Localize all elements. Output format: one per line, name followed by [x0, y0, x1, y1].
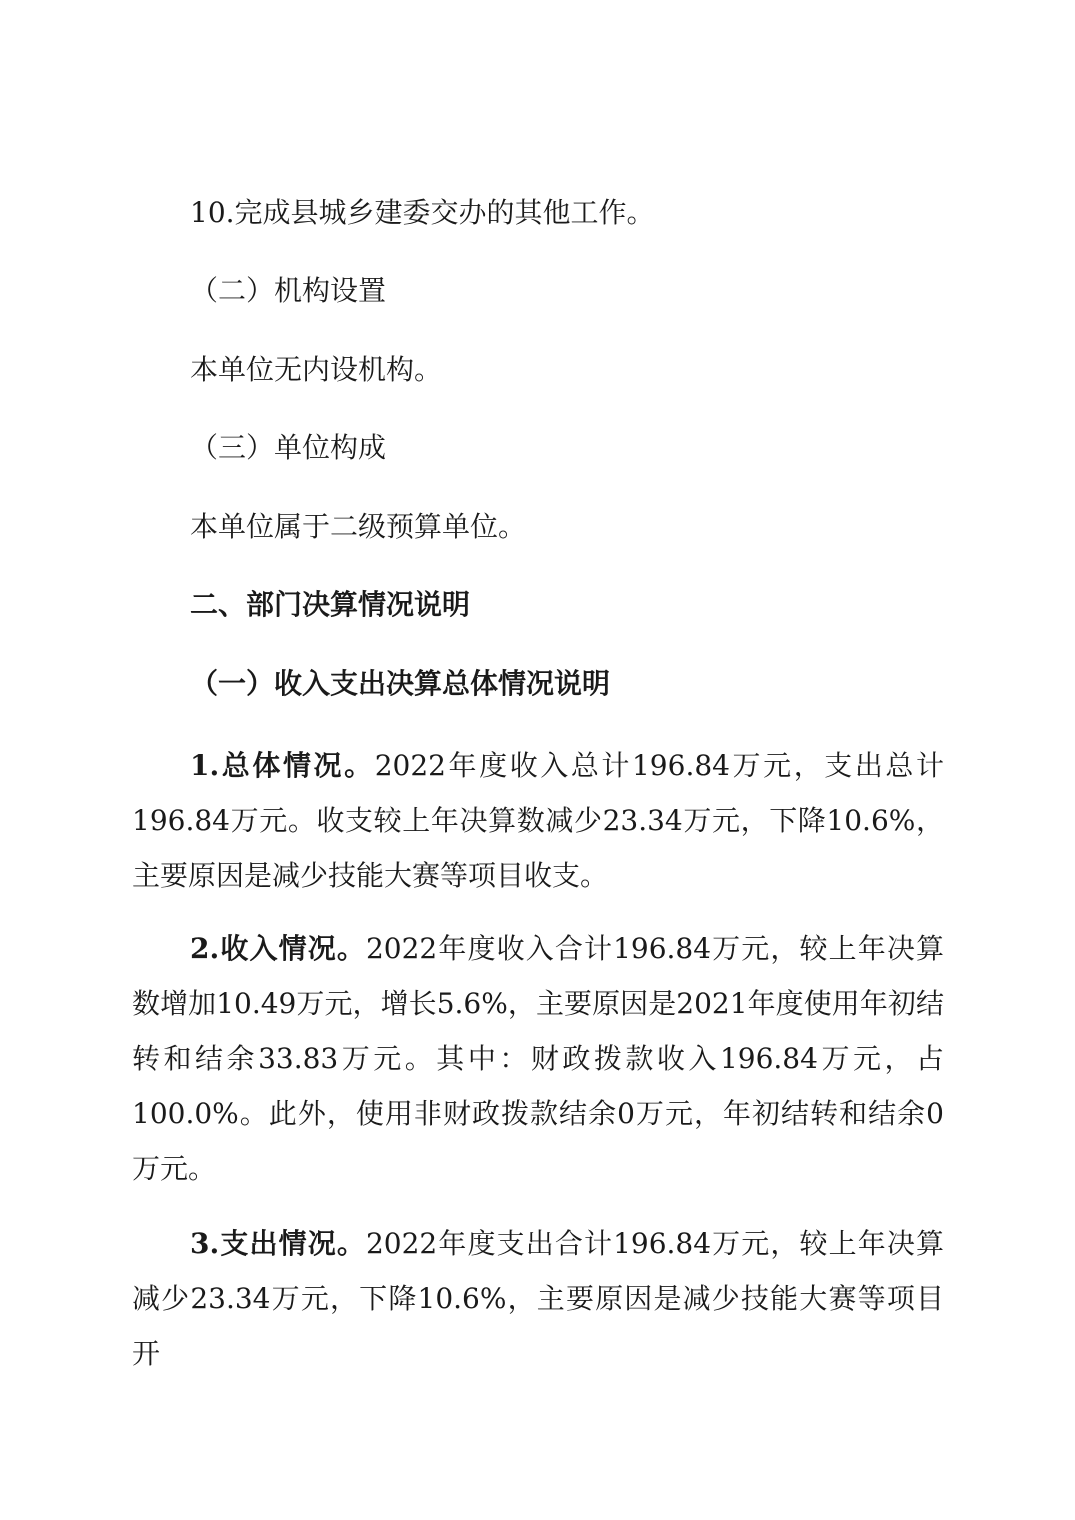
subsection-1-heading: （一）收入支出决算总体情况说明: [190, 667, 611, 700]
paragraph-income: [132, 921, 944, 1196]
paragraph-overall-lead: 1.总体情况。: [190, 749, 375, 782]
org-structure-text: 本单位无内设机构。: [190, 353, 443, 386]
paragraph-overall: [132, 738, 944, 903]
paragraph-expenditure-lead: 3.支出情况。: [190, 1227, 366, 1260]
unit-composition-text: 本单位属于二级预算单位。: [190, 510, 527, 543]
paragraph-expenditure-text: 2022年度支出合计196.84万元，较上年决算减少23.34万元，下降10.6%，主要原因是减少技能大赛等项目开: [132, 1227, 945, 1370]
paragraph-overall-text: 2022年度收入总计196.84万元，支出总计196.84万元。收支较上年决算数减少23.34万元，下降10.6%，主要原因是减少技能大赛等项目收支。: [132, 749, 945, 892]
paragraph-income-lead: 2.收入情况。: [190, 932, 366, 965]
item-10-text: 10.完成县城乡建委交办的其他工作。: [190, 196, 655, 229]
unit-composition-heading: （三）单位构成: [190, 431, 387, 464]
section-2-heading: 二、部门决算情况说明: [190, 588, 471, 621]
org-structure-heading: （二）机构设置: [190, 274, 387, 307]
paragraph-expenditure: [132, 1216, 944, 1381]
paragraph-income-text: 2022年度收入合计196.84万元，较上年决算数增加10.49万元，增长5.6%，主要原因是2021年度使用年初结转和结余33.83万元。其中：财政拨款收入196.84万元，占100.0%。此外，使用非财政拨款结余0万元，年初结转和结余0万元。: [132, 932, 945, 1185]
